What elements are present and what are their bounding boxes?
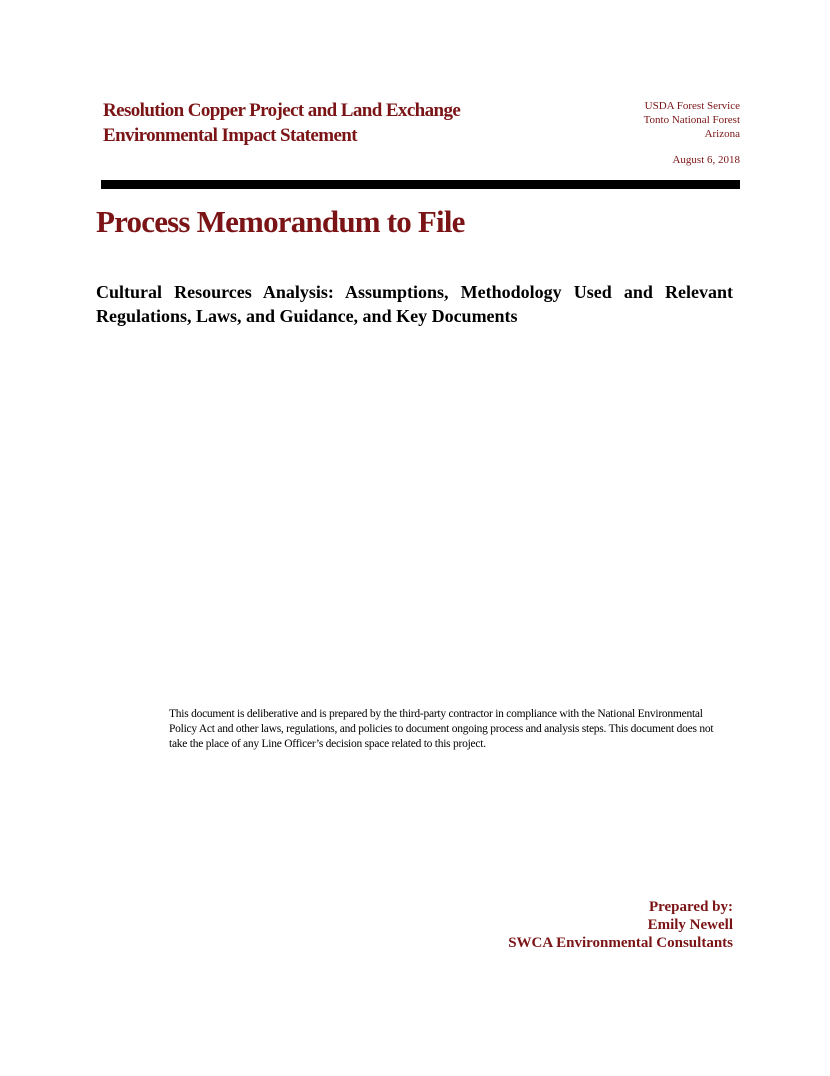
forest-name: Tonto National Forest <box>643 114 740 126</box>
agency-name: USDA Forest Service <box>644 100 740 112</box>
preparer-organization: SWCA Environmental Consultants <box>508 935 733 951</box>
document-date: August 6, 2018 <box>672 154 740 166</box>
project-title <box>103 98 460 148</box>
state-name: Arizona <box>704 128 740 140</box>
document-subtitle: Cultural Resources Analysis: Assumptions, Methodology Used and Relevant Regulations, Laws, and Guidance, and Key Documents <box>96 282 733 326</box>
project-title-line-2: Environmental Impact Statement <box>103 125 357 146</box>
agency-block <box>644 99 740 141</box>
prepared-by-block <box>508 898 733 952</box>
document-title: Process Memorandum to File <box>96 204 465 239</box>
disclaimer-text: This document is deliberative and is prepared by the third-party contractor in compliance with the National Environmental Policy Act and other laws, regulations, and policies to document ongoing process and analysis steps. This document does not take the place of any Line Officer’s decision space related to this project. <box>169 708 714 750</box>
header-divider <box>101 180 740 189</box>
project-title-line-1: Resolution Copper Project and Land Exchange <box>103 100 461 121</box>
prepared-by-label: Prepared by: <box>648 899 733 915</box>
preparer-name: Emily Newell <box>647 917 733 933</box>
